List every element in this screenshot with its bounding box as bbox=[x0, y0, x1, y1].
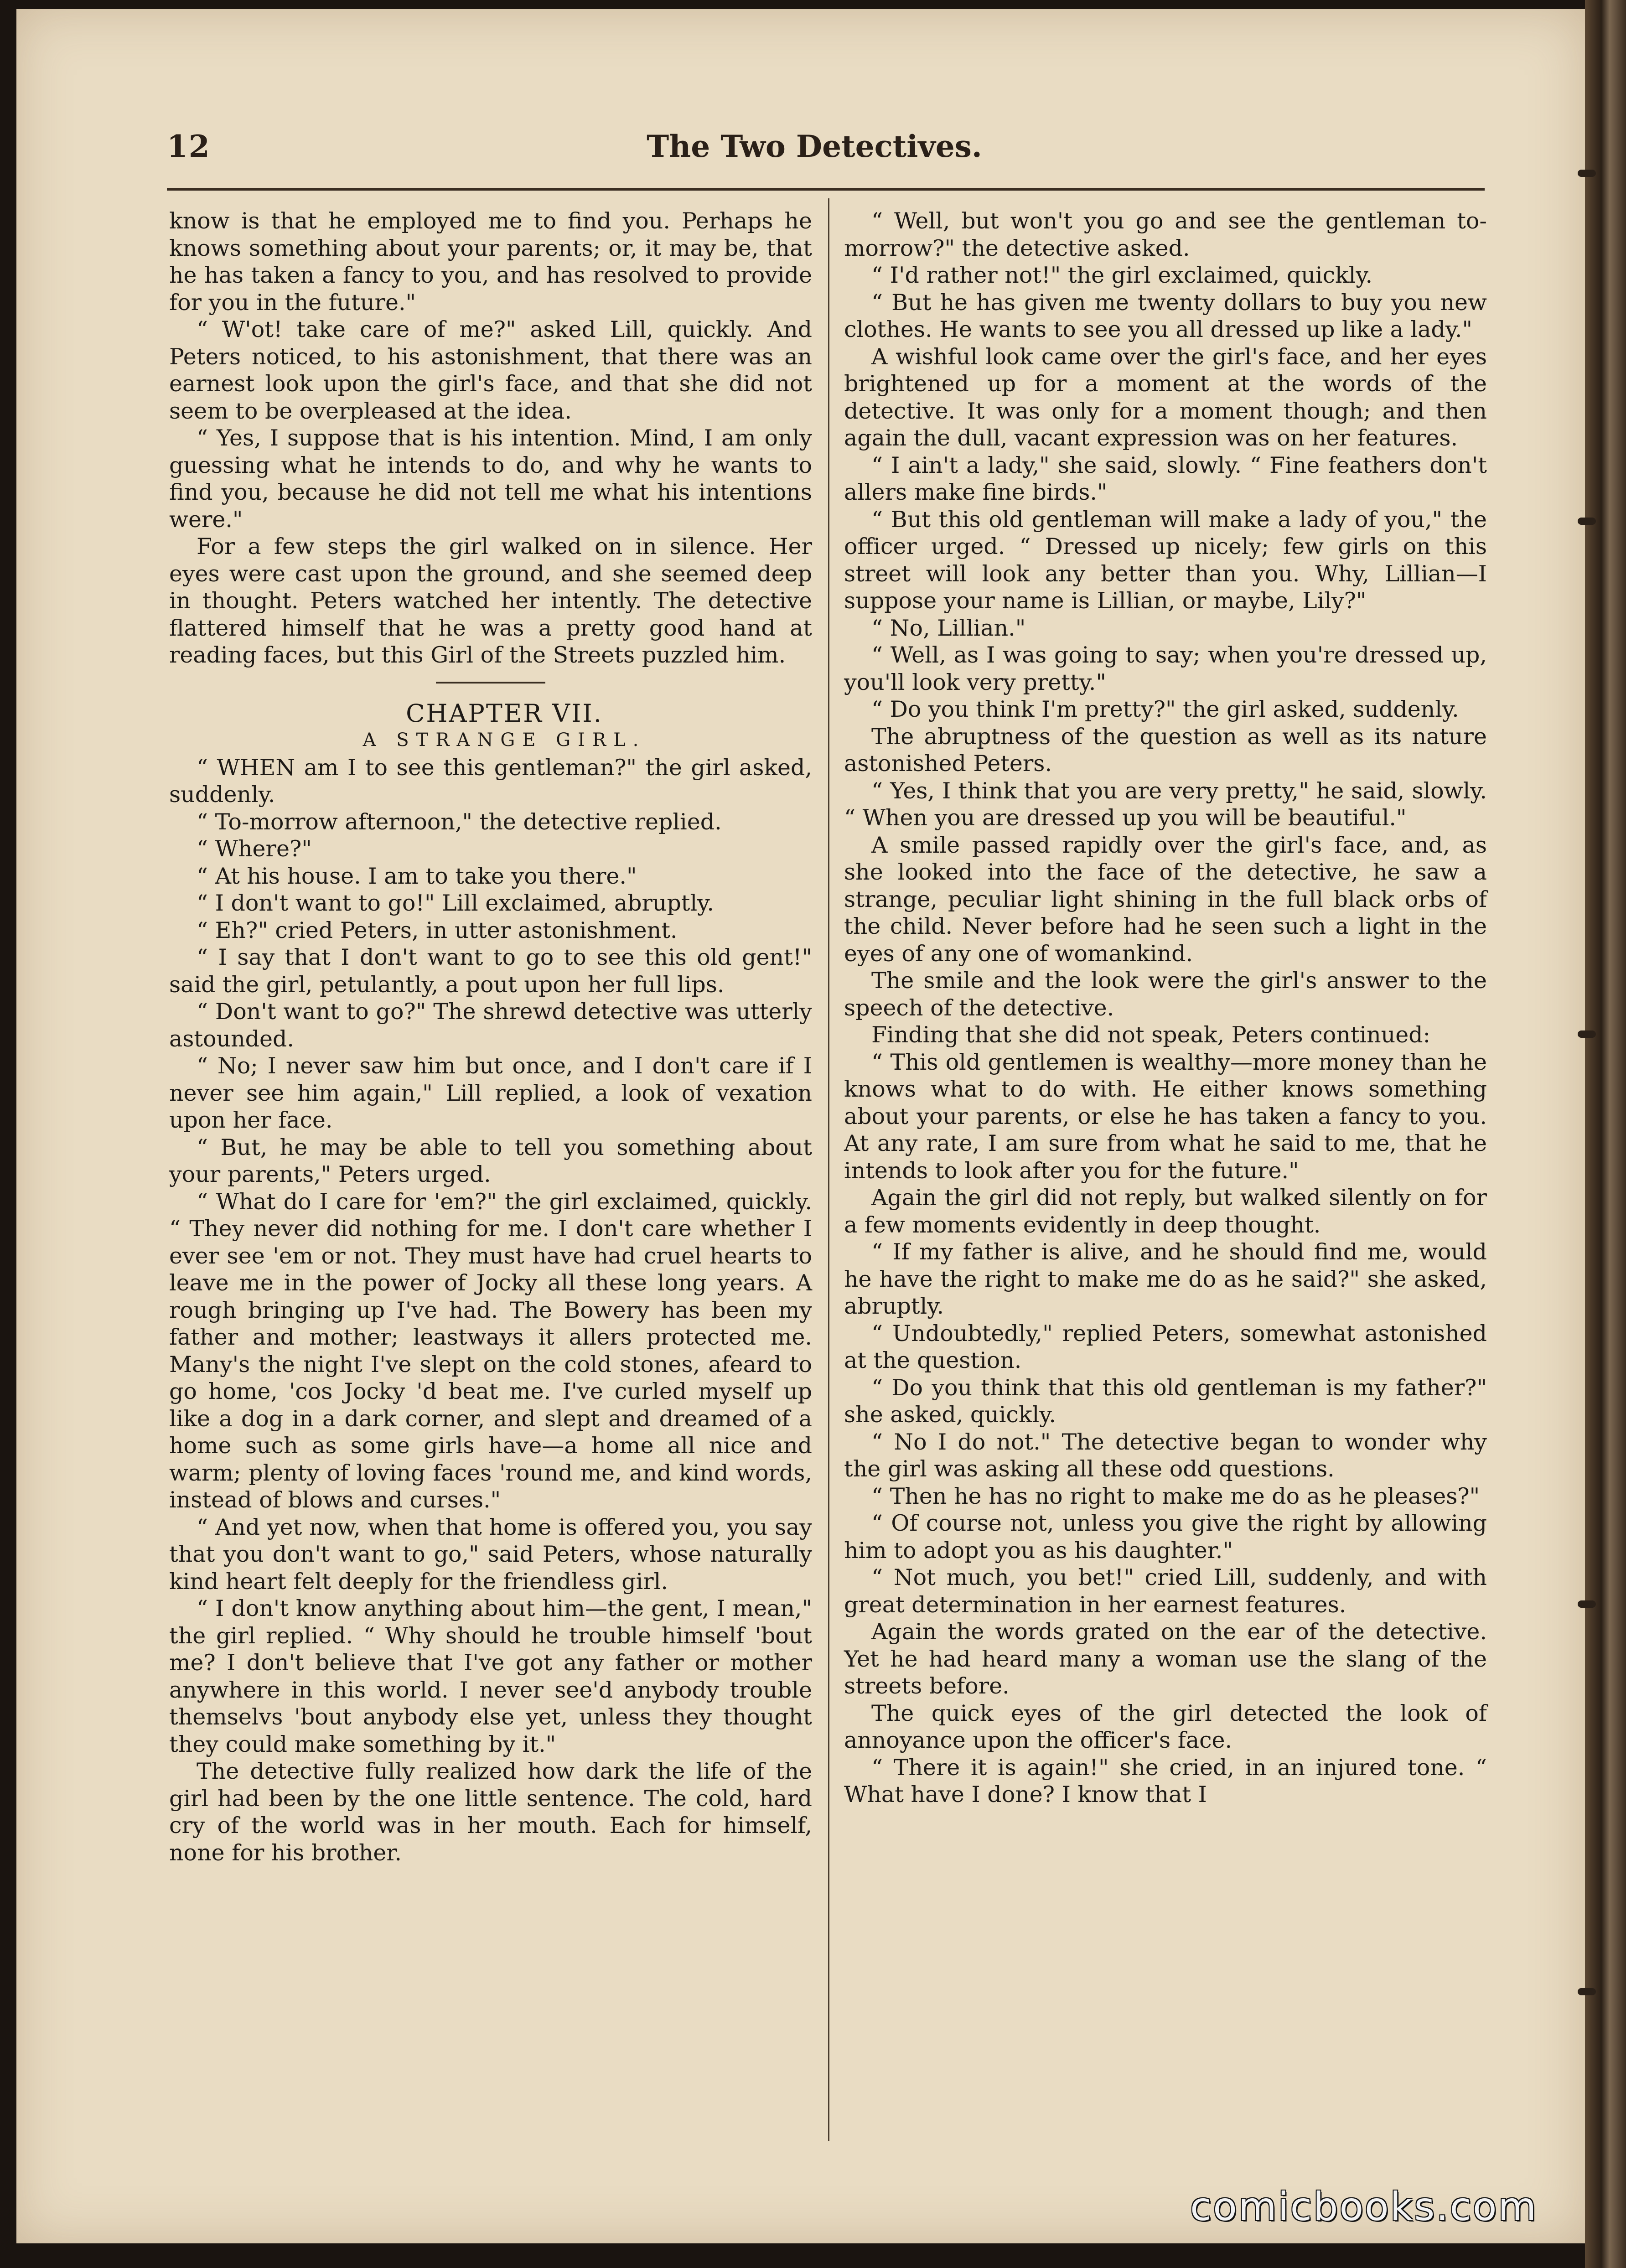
page-number: 12 bbox=[167, 129, 211, 164]
paragraph: “ This old gentlemen is wealthy—more money than he knows what to do with. He either knows something about your parents, or else he has taken a fancy to you. At any rate, I am sure from what he said to me, that he intends to look after you for the future." bbox=[844, 1049, 1487, 1184]
paragraph: “ If my father is alive, and he should find me, would he have the right to make me do as he said?" she asked, abruptly. bbox=[844, 1239, 1487, 1319]
paragraph: “ Well, as I was going to say; when you're dressed up, you'll look very pretty." bbox=[844, 642, 1487, 695]
magazine-page bbox=[16, 9, 1585, 2243]
paragraph: “ Yes, I suppose that is his intention. Mind, I am only guessing what he intends to do, and why he wants to find you, because he did not tell me what his intentions were." bbox=[169, 425, 812, 533]
site-watermark: comicbooks.com bbox=[1190, 2184, 1538, 2230]
staple-mark bbox=[1578, 1600, 1596, 1608]
chapter-subtitle: A STRANGE GIRL. bbox=[362, 730, 646, 751]
paragraph: For a few steps the girl walked on in silence. Her eyes were cast upon the ground, and she seemed deep in thought. Peters watched her intently. The detective flattered himself that he was a pretty good hand at reading faces, but this Girl of the Streets puzzled him. bbox=[169, 533, 812, 668]
paragraph: know is that he employed me to find you. Perhaps he knows something about your parents; or, it may be, that he has taken a fancy to you, and has resolved to provide for you in the future." bbox=[169, 208, 812, 316]
paragraph: “ I say that I don't want to go to see this old gent!" said the girl, petulantly, a pout upon her full lips. bbox=[169, 944, 812, 998]
paragraph: “ But this old gentleman will make a lady of you," the officer urged. “ Dressed up nicely; few girls on this street will look any better than you. Why, Lillian—I suppose your name is Lillian, or maybe, Lily?" bbox=[844, 506, 1487, 614]
running-title: The Two Detectives. bbox=[647, 129, 982, 164]
paragraph: “ Where?" bbox=[197, 836, 312, 862]
paragraph: “ Undoubtedly," replied Peters, somewhat astonished at the question. bbox=[844, 1320, 1487, 1373]
paragraph: “ Of course not, unless you give the right by allowing him to adopt you as his daughter." bbox=[844, 1510, 1487, 1564]
paragraph: “ What do I care for 'em?" the girl exclaimed, quickly. “ They never did nothing for me. I don't care whether I ever see 'em or not. They must have had cruel hearts to leave me in the power of Jocky all these long years. A rough bringing up I've had. The Bowery has been my father and mother; leastways it allers protected me. Many's the night I've slept on the cold stones, afeard to go home, 'cos Jocky 'd beat me. I've curled myself up like a dog in a dark corner, and slept and dreamed of a home such as some girls have—a home all nice and warm; plenty of loving faces 'round me, and kind words, instead of blows and curses." bbox=[169, 1188, 812, 1513]
left-column bbox=[169, 207, 812, 1866]
paragraph: The smile and the look were the girl's answer to the speech of the detective. bbox=[844, 968, 1487, 1021]
paragraph: The quick eyes of the girl detected the look of annoyance upon the officer's face. bbox=[844, 1700, 1487, 1753]
paragraph: “ No; I never saw him but once, and I don't care if I never see him again," Lill replied, a look of vexation upon her face. bbox=[169, 1053, 812, 1133]
paragraph: The abruptness of the question as well as its nature astonished Peters. bbox=[844, 723, 1487, 777]
paragraph: “ I'd rather not!" the girl exclaimed, quickly. bbox=[871, 262, 1373, 288]
paragraph: “ And yet now, when that home is offered you, you say that you don't want to go," said Peters, whose naturally kind heart felt deeply for the friendless girl. bbox=[169, 1514, 812, 1595]
paragraph: “ No I do not." The detective began to wonder why the girl was asking all these odd questions. bbox=[844, 1429, 1487, 1482]
chapter-rule bbox=[436, 682, 545, 684]
paragraph: Again the girl did not reply, but walked silently on for a few moments evidently in deep thought. bbox=[844, 1185, 1487, 1238]
paragraph: “ Yes, I think that you are very pretty," he said, slowly. “ When you are dressed up you will be beautiful." bbox=[844, 777, 1487, 831]
paragraph: The detective fully realized how dark the life of the girl had been by the one little sentence. The cold, hard cry of the world was in her mouth. Each for himself, none for his brother. bbox=[169, 1758, 812, 1866]
column-divider bbox=[828, 198, 829, 2141]
paragraph: “ There it is again!" she cried, in an injured tone. “ What have I done? I know that I bbox=[844, 1754, 1487, 1807]
paragraph: “ WHEN am I to see this gentleman?" the girl asked, suddenly. bbox=[169, 754, 812, 808]
staple-mark bbox=[1578, 518, 1596, 525]
paragraph: A wishful look came over the girl's face, and her eyes brightened up for a moment at the words of the detective. It was only for a moment though; and then again the dull, vacant expression was on her features. bbox=[844, 343, 1487, 451]
staple-mark bbox=[1578, 1030, 1596, 1038]
staple-mark bbox=[1578, 1988, 1596, 1995]
paragraph: Again the words grated on the ear of the detective. Yet he had heard many a woman use the slang of the streets before. bbox=[844, 1619, 1487, 1699]
chapter-title: CHAPTER VII. bbox=[406, 699, 603, 728]
paragraph: “ I don't know anything about him—the gent, I mean," the girl replied. “ Why should he trouble himself 'bout me? I don't believe that I've got any father or mother anywhere in this world. I never see'd anybody trouble themselvs 'bout anybody else yet, unless they thought they could make something by it." bbox=[169, 1595, 812, 1757]
paragraph: “ Don't want to go?" The shrewd detective was utterly astounded. bbox=[169, 999, 812, 1052]
paragraph: “ Not much, you bet!" cried Lill, suddenly, and with great determination in her earnest features. bbox=[844, 1564, 1487, 1618]
paragraph: “ To-morrow afternoon," the detective replied. bbox=[197, 808, 722, 835]
paragraph: “ At his house. I am to take you there." bbox=[197, 863, 637, 889]
paragraph: Finding that she did not speak, Peters continued: bbox=[871, 1022, 1431, 1048]
paragraph: “ Do you think I'm pretty?" the girl asked, suddenly. bbox=[871, 696, 1459, 722]
paragraph: “ Well, but won't you go and see the gentleman to-morrow?" the detective asked. bbox=[844, 208, 1487, 261]
header-rule bbox=[167, 188, 1485, 191]
paragraph: “ Do you think that this old gentleman is my father?" she asked, quickly. bbox=[844, 1374, 1487, 1428]
paragraph: “ Then he has no right to make me do as he pleases?" bbox=[871, 1483, 1480, 1509]
paragraph: “ I ain't a lady," she said, slowly. “ Fine feathers don't allers make fine birds." bbox=[844, 452, 1487, 505]
binding-spine bbox=[1585, 0, 1626, 2268]
right-column bbox=[844, 207, 1487, 1808]
paragraph: “ But he has given me twenty dollars to buy you new clothes. He wants to see you all dressed up like a lady." bbox=[844, 289, 1487, 342]
staple-mark bbox=[1578, 170, 1596, 177]
paragraph: “ But, he may be able to tell you something about your parents," Peters urged. bbox=[169, 1134, 812, 1187]
paragraph: “ W'ot! take care of me?" asked Lill, quickly. And Peters noticed, to his astonishment, that there was an earnest look upon the girl's face, and that she did not seem to be overpleased at the idea. bbox=[169, 316, 812, 424]
paragraph: “ Eh?" cried Peters, in utter astonishment. bbox=[197, 917, 678, 943]
paragraph: “ No, Lillian." bbox=[871, 615, 1026, 641]
paragraph: A smile passed rapidly over the girl's face, and, as she looked into the face of the detective, he saw a strange, peculiar light shining in the full black orbs of the child. Never before had he seen such a light in the eyes of any one of womankind. bbox=[844, 832, 1487, 967]
paragraph: “ I don't want to go!" Lill exclaimed, abruptly. bbox=[197, 890, 714, 916]
